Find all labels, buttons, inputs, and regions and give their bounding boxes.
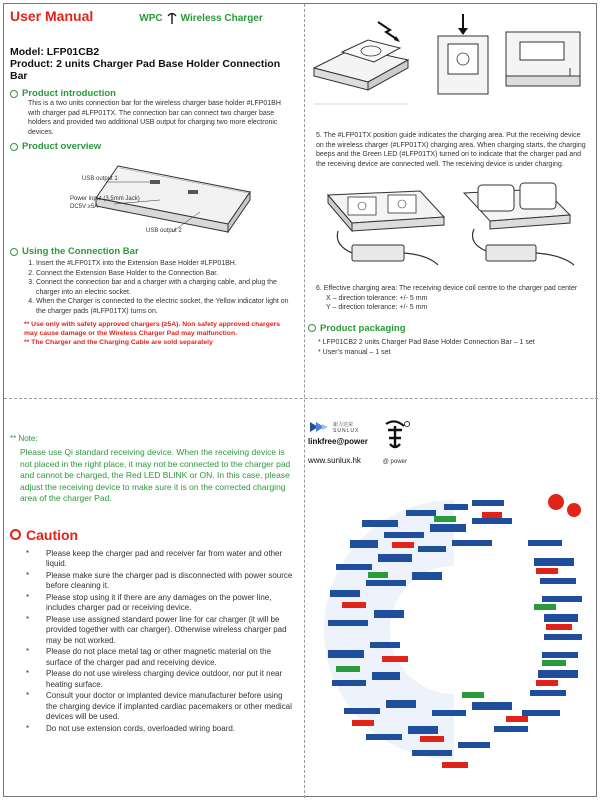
caution-item: * Please make sure the charger pad is disconnected with power source before cleaning it. [26, 570, 293, 590]
logo-en: SUNLUX [333, 427, 360, 434]
fold-line-horizontal [4, 398, 598, 399]
warning-sold-separately: ** The Charger and the Charging Cable are sold separately [24, 339, 213, 346]
callout-usb-output-1: USB output 1 [82, 176, 118, 182]
intro-text: This is a two units connection bar for the wireless charger base holder #LFP01BH with charger pad #LFP01TX. The connection bar can connect two charger base holders and provided two additional USB output for charging two more electronic devices. [28, 100, 281, 136]
packaging-title [308, 323, 590, 334]
packaging-title-text: Product packaging [320, 322, 406, 334]
header [10, 8, 295, 36]
panel-bottom-left [10, 400, 295, 790]
power-logo-text: @ power [382, 459, 407, 465]
caution-list [10, 549, 295, 735]
caution-item: * Please stop using it if there are any damages on the power line, includes charger pad or receiving device. [26, 592, 272, 612]
panel-top-right [308, 8, 590, 388]
asterisk-icon: * [26, 669, 30, 678]
company-info [308, 420, 368, 465]
callout-usb-output-2: USB output 2 [146, 228, 182, 234]
brand-prefix: WPC [139, 13, 163, 24]
usage-steps [10, 259, 295, 316]
packaging-item: * User’s manual – 1 set [318, 348, 391, 356]
section-ring-icon [10, 248, 18, 256]
usage-step: 4. When the Charger is connected to the electric socket, the Yellow indicator light on the charger pads (#LFP01TX) turns on. [36, 297, 295, 316]
insert-pad-illustration [308, 8, 590, 118]
logo-cn: 新力达荣 [333, 421, 354, 428]
sunlux-logo [308, 420, 368, 434]
model-line: Model: LFP01CB2 [10, 46, 100, 58]
panel-bottom-right [308, 400, 590, 790]
callout-power-input: Power input (3.5mm Jack) [70, 196, 140, 202]
y-tolerance: Y – direction tolerance: +/- 5 mm [326, 304, 428, 311]
usage-step: 1. Insert the #LFP01TX into the Extension Base Holder #LFP01BH. [36, 259, 295, 269]
usage-title-text: Using the Connection Bar [22, 246, 139, 257]
note-title: ** Note: [10, 434, 38, 443]
overview-title-text: Product overview [22, 141, 102, 152]
asterisk-icon: * [26, 691, 30, 700]
step-6-text: 6. Effective charging area: The receiving device coil centre to the charger pad center [316, 285, 578, 292]
fold-line-vertical [304, 4, 305, 798]
packaging-list [308, 338, 590, 358]
brand [139, 12, 263, 25]
caution-item: * Please do not place metal tag or other magnetic material on the surface of the charger pad and receiving device. [26, 647, 272, 667]
company-website: www.sunlux.hk [308, 456, 361, 465]
packaging-item: * LFP01CB2 2 units Charger Pad Base Holder Connection Bar – 1 set [318, 338, 535, 346]
section-ring-icon [10, 143, 18, 151]
connection-bar-diagram [10, 152, 295, 242]
caution-title [10, 527, 295, 543]
product-line: Product: 2 units Charger Pad Base Holder Connection Bar [10, 58, 281, 82]
asterisk-icon: * [26, 548, 30, 558]
caution-item: * Please do not use wireless charging device outdoor, nor put it near heating surface. [26, 669, 283, 689]
asterisk-icon: * [26, 723, 30, 733]
x-tolerance: X – direction tolerance: +/- 5 mm [326, 294, 428, 302]
company-email: linkfree@power [308, 437, 368, 446]
brand-suffix: Wireless Charger [180, 13, 263, 24]
caution-item: * Please use assigned standard power line for car charger (it will be provided together with car charger). Otherwise wireless charger pad may be not worked. [26, 614, 287, 645]
power-logo-icon [380, 420, 410, 454]
note-text: Please use Qi standard receiving device. When the receiving device is not placed in the right place, it may not be connected to the charger pad and cannot be charged, the Red LED BLINK or ON. In this case, please adjust the receiving device to make sure it is on the corrected charging area of the charger Pad. [20, 447, 291, 503]
caution-ring-icon [10, 529, 21, 540]
asterisk-icon: * [26, 592, 30, 602]
charging-setup-illustration [308, 175, 590, 275]
usage-title [10, 246, 295, 257]
power-logo [380, 420, 410, 465]
asterisk-icon: * [26, 647, 30, 656]
brand-logo-collage [322, 480, 586, 780]
doc-title: User Manual [10, 8, 94, 24]
callout-power-spec: DC5V ≥5A [70, 204, 99, 210]
intro-title [10, 88, 295, 99]
caution-item: * Please keep the charger pad and receiver far from water and other liquid. [26, 548, 283, 568]
caution-item: * Do not use extension cords, overloaded wiring board. [26, 723, 235, 733]
brand-collage [322, 480, 586, 780]
sunlux-mark-icon [308, 420, 330, 434]
section-ring-icon [308, 324, 316, 332]
company-logo-row [308, 420, 590, 465]
step-5-text: 5. The #LFP01TX position guide indicates the charging area. Put the receiving device on the wireless charger (#LFP01TX) charging area. When charging starts, the charging beeps and the Green LED (#LFP01TX) turned on to indicate that the charger pad and the receiving device are connected well. The receiving device is under charging. [316, 132, 586, 168]
warning-charger: ** Use only with safety approved chargers (≥5A). Non safety approved chargers may cause damage or the Wireless Charger Pad may malfunction. [24, 321, 281, 337]
caution-item: * Consult your doctor or implanted device manufacturer before using the charging device if implanted cardiac pacemakers or other medical devices will be used. [26, 691, 292, 721]
asterisk-icon: * [26, 614, 30, 624]
wireless-icon [167, 12, 177, 25]
asterisk-icon: * [26, 570, 30, 580]
usage-step: 2. Connect the Extension Base Holder to the Connection Bar. [36, 269, 295, 279]
caution-title-text: Caution [26, 526, 79, 543]
usage-step: 3. Connect the connection bar and a charger with a charging cable, and plug the charger into an electric socket. [36, 278, 295, 297]
overview-title [10, 141, 295, 152]
intro-title-text: Product introduction [22, 88, 116, 99]
section-ring-icon [10, 90, 18, 98]
panel-top-left [10, 8, 295, 388]
